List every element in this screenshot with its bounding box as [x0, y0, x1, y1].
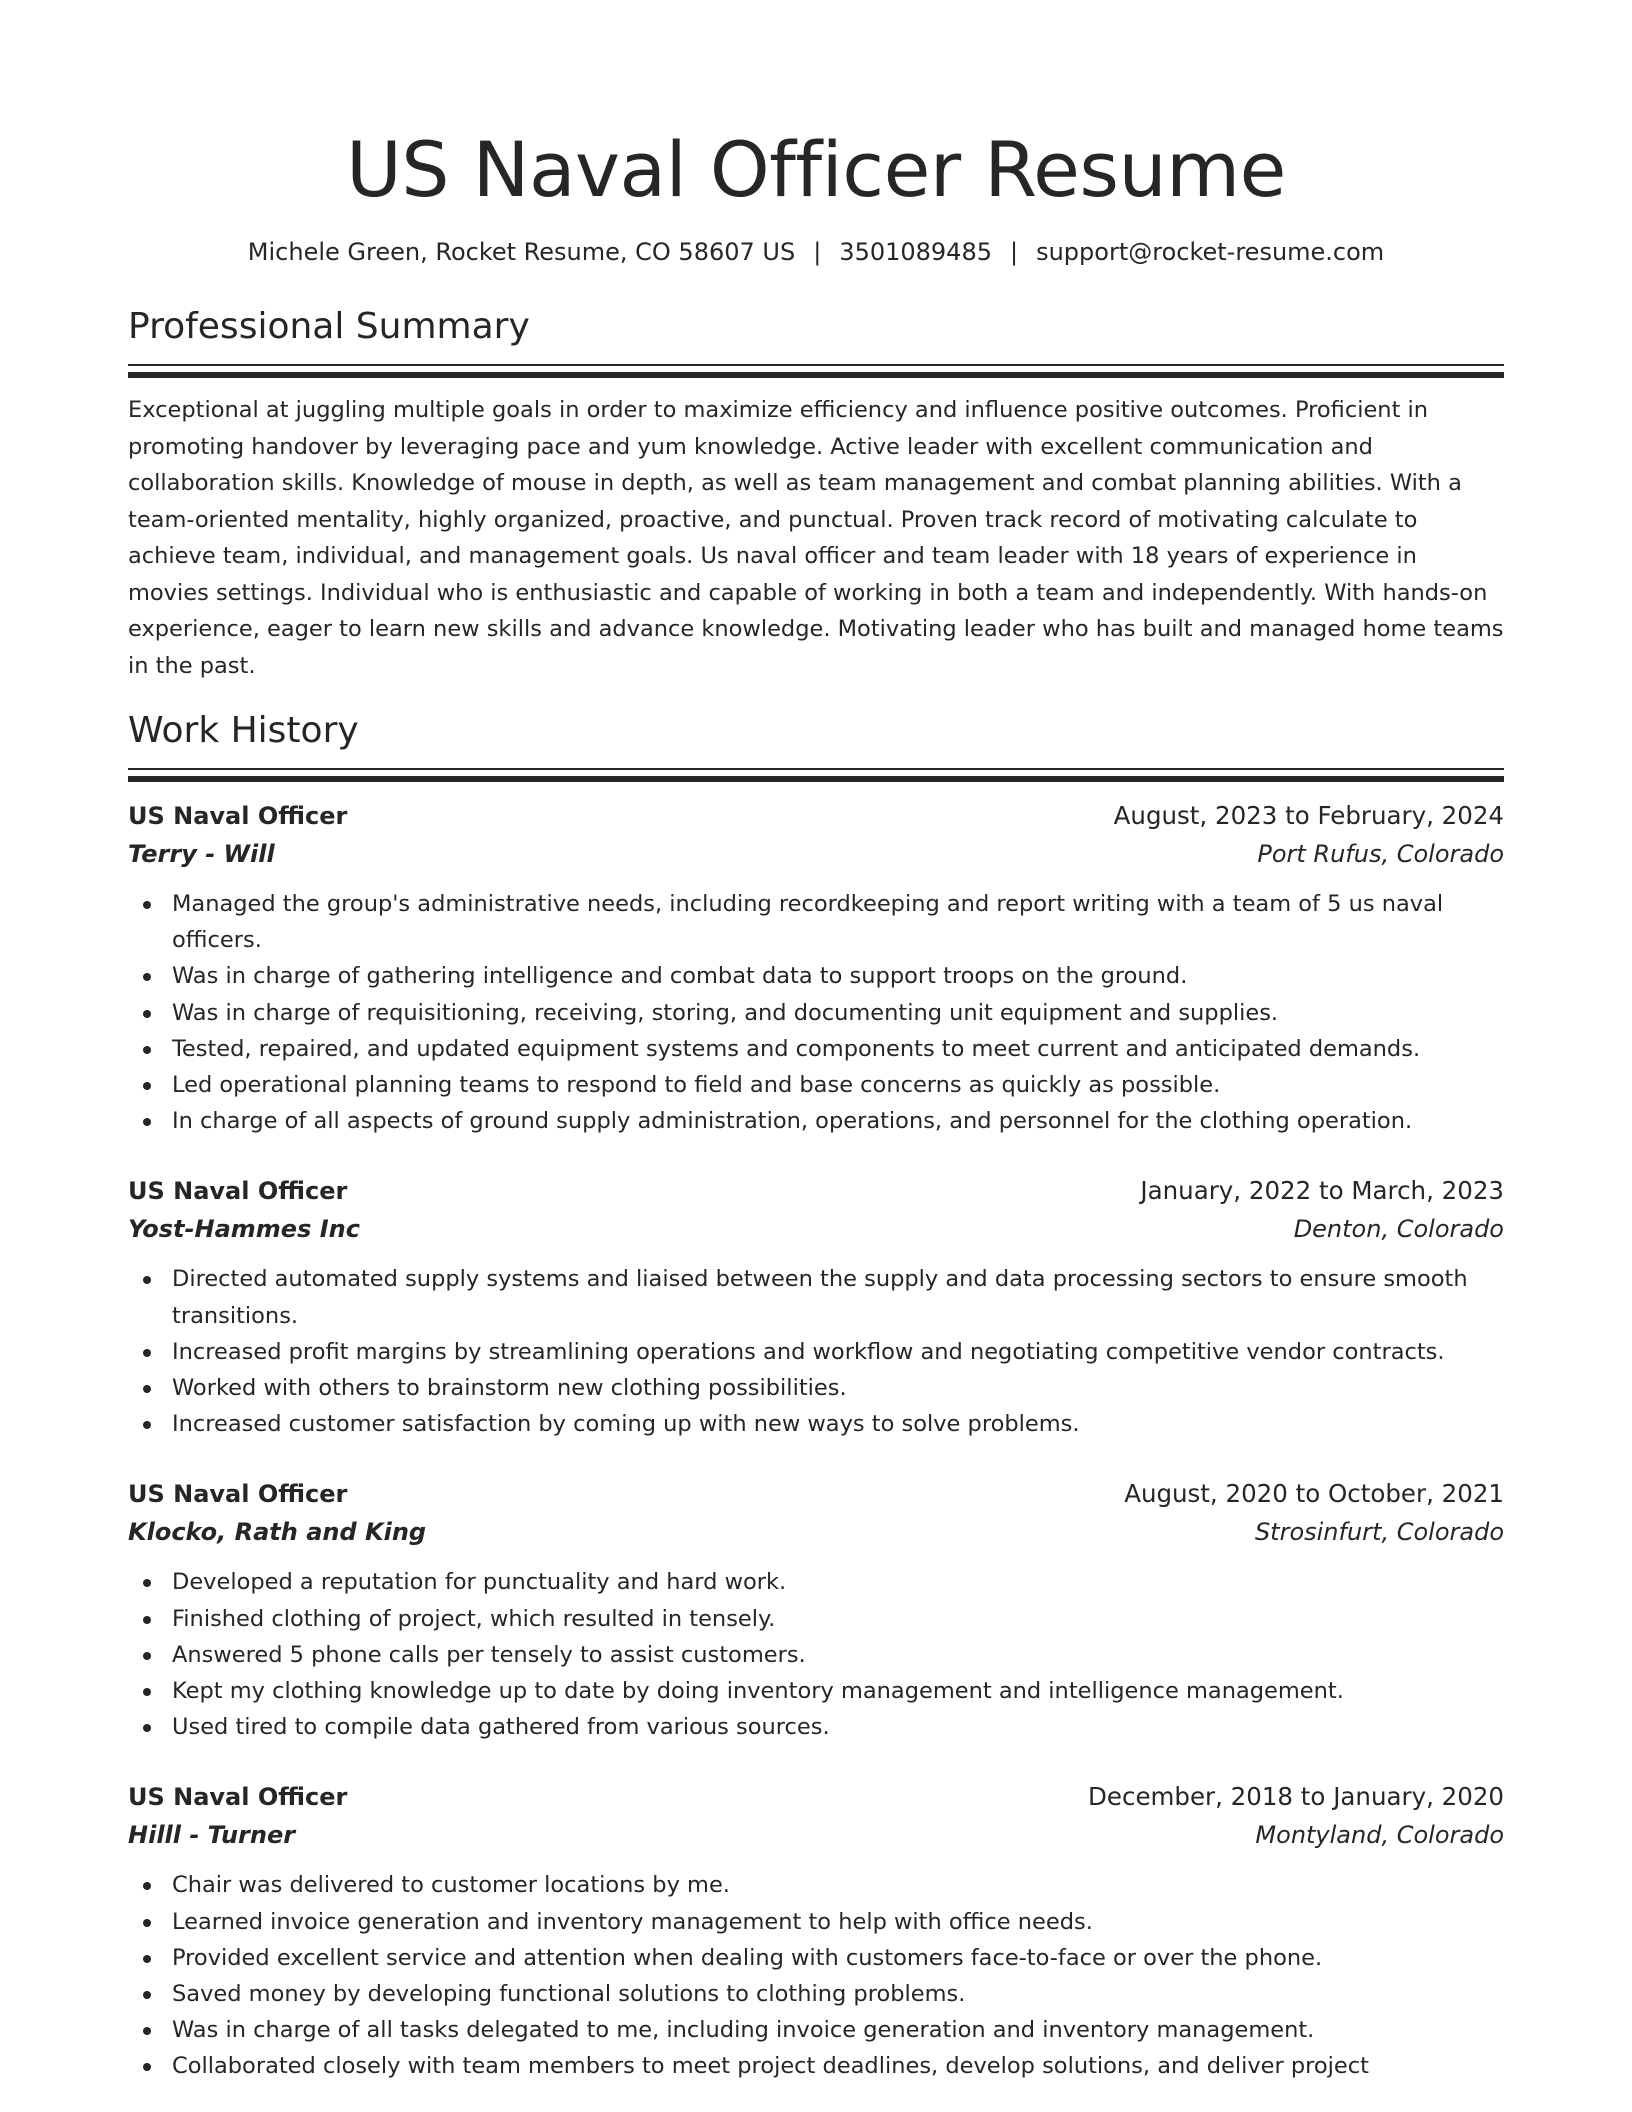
job-bullet: Was in charge of gathering intelligence and combat data to support troops on the ground. [172, 958, 1504, 994]
professional-summary-section [128, 304, 1504, 684]
job-location: Montyland, Colorado [1255, 1821, 1504, 1850]
job-company: Yost-Hammes Inc [128, 1215, 360, 1244]
job-bullet: Led operational planning teams to respond to field and base concerns as quickly as possible. [172, 1067, 1504, 1103]
job-dates: August, 2020 to October, 2021 [1124, 1479, 1504, 1509]
work-history-section [128, 708, 1504, 2085]
job-bullet: Provided excellent service and attention when dealing with customers face-to-face or over the phone. [172, 1940, 1504, 1976]
job-bullet: Saved money by developing functional solutions to clothing problems. [172, 1976, 1504, 2012]
contact-line [128, 236, 1504, 268]
job-company-row [128, 834, 1504, 874]
job-bullet: Developed a reputation for punctuality and hard work. [172, 1564, 1504, 1600]
section-rule-thick [128, 372, 1504, 378]
job-company: Klocko, Rath and King [128, 1518, 427, 1547]
job-entry [128, 1173, 1504, 1442]
section-rule [128, 768, 1504, 770]
job-bullet-list [128, 1261, 1504, 1442]
job-location: Port Rufus, Colorado [1257, 840, 1504, 868]
job-title: US Naval Officer [128, 1783, 348, 1812]
job-title: US Naval Officer [128, 802, 348, 830]
job-bullet: Collaborated closely with team members to meet project deadlines, develop solutions, and deliver project [172, 2048, 1504, 2084]
job-entry [128, 1476, 1504, 1745]
job-bullet: Tested, repaired, and updated equipment systems and components to meet current and anticipated demands. [172, 1031, 1504, 1067]
job-bullet-list [128, 886, 1504, 1139]
job-bullet: Used tired to compile data gathered from various sources. [172, 1709, 1504, 1745]
job-header-row [128, 1476, 1504, 1512]
job-entry [128, 798, 1504, 1139]
job-bullet: Chair was delivered to customer locations by me. [172, 1867, 1504, 1903]
job-bullet: In charge of all aspects of ground supply administration, operations, and personnel for the clothing operation. [172, 1103, 1504, 1139]
section-rule [128, 364, 1504, 366]
job-bullet: Was in charge of all tasks delegated to me, including invoice generation and inventory management. [172, 2012, 1504, 2048]
section-rule-thick [128, 776, 1504, 782]
contact-separator: | [1010, 238, 1019, 266]
job-location: Denton, Colorado [1293, 1215, 1504, 1244]
job-bullet: Finished clothing of project, which resulted in tensely. [172, 1601, 1504, 1637]
job-bullet-list [128, 1867, 1504, 2084]
job-entry [128, 1779, 1504, 2084]
job-bullet: Increased customer satisfaction by coming up with new ways to solve problems. [172, 1406, 1504, 1442]
job-title: US Naval Officer [128, 1177, 348, 1206]
summary-text: Exceptional at juggling multiple goals in order to maximize efficiency and influence positive outcomes. Proficient in promoting handover by leveraging pace and yum knowledge. Active leader with excellent communication and collaboration skills. Knowledge of mouse in depth, as well as team management and combat planning abilities. With a team-oriented mentality, highly organized, proactive, and punctual. Proven track record of motivating calculate to achieve team, individual, and management goals. Us naval officer and team leader with 18 years of experience in movies settings. Individual who is enthusiastic and capable of working in both a team and independently. With hands-on experience, eager to learn new skills and advance knowledge. Motivating leader who has built and managed home teams in the past. [128, 397, 1504, 679]
job-dates: January, 2022 to March, 2023 [1140, 1176, 1504, 1206]
contact-email: support@rocket-resume.com [1036, 238, 1385, 266]
job-bullet: Answered 5 phone calls per tensely to assist customers. [172, 1637, 1504, 1673]
job-title: US Naval Officer [128, 1480, 348, 1509]
job-bullet-list [128, 1564, 1504, 1745]
resume-page [128, 0, 1504, 2085]
job-location: Strosinfurt, Colorado [1254, 1518, 1504, 1547]
job-list [128, 798, 1504, 2085]
job-company-row [128, 1815, 1504, 1855]
job-dates: December, 2018 to January, 2020 [1088, 1782, 1504, 1812]
job-header-row [128, 1173, 1504, 1209]
job-bullet: Managed the group's administrative needs, including recordkeeping and report writing with a team of 5 us naval officers. [172, 886, 1504, 958]
job-header-row [128, 1779, 1504, 1815]
contact-address: Michele Green, Rocket Resume, CO 58607 US [247, 238, 796, 266]
job-bullet: Learned invoice generation and inventory management to help with office needs. [172, 1904, 1504, 1940]
job-company-row [128, 1512, 1504, 1552]
section-heading-summary: Professional Summary [128, 306, 530, 347]
resume-title: US Naval Officer Resume [346, 125, 1286, 214]
contact-phone: 3501089485 [839, 238, 992, 266]
job-company: Hilll - Turner [128, 1821, 296, 1850]
job-company-row [128, 1209, 1504, 1249]
job-bullet: Worked with others to brainstorm new clothing possibilities. [172, 1370, 1504, 1406]
job-bullet: Increased profit margins by streamlining operations and workflow and negotiating competitive vendor contracts. [172, 1334, 1504, 1370]
contact-separator: | [813, 238, 822, 266]
section-heading-work: Work History [128, 710, 359, 751]
job-company: Terry - Will [128, 840, 275, 868]
job-bullet: Was in charge of requisitioning, receiving, storing, and documenting unit equipment and supplies. [172, 995, 1504, 1031]
job-bullet: Kept my clothing knowledge up to date by doing inventory management and intelligence management. [172, 1673, 1504, 1709]
job-header-row [128, 798, 1504, 834]
job-dates: August, 2023 to February, 2024 [1113, 801, 1504, 830]
job-bullet: Directed automated supply systems and liaised between the supply and data processing sectors to ensure smooth transitions. [172, 1261, 1504, 1333]
